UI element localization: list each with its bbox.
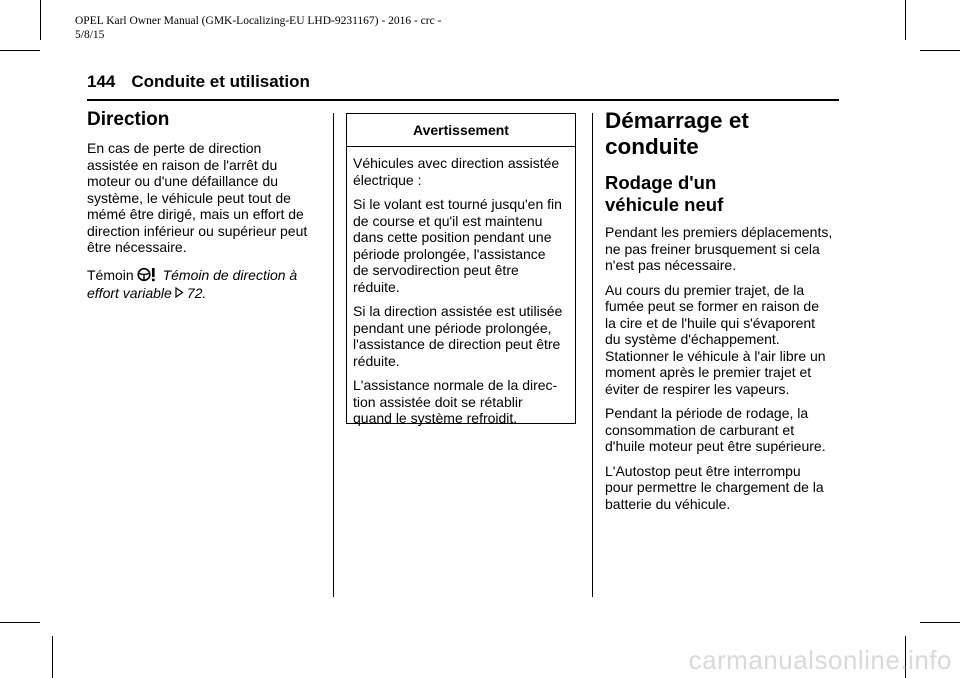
text-line: Si le volant est tourné jusqu'en fin xyxy=(353,196,562,212)
text-line: de course et qu'il est maintenu xyxy=(353,212,543,229)
text-line: En cas de perte de direction xyxy=(87,140,262,156)
meta-line-2: 5/8/15 xyxy=(75,29,105,41)
left-column xyxy=(87,108,325,310)
reference-link-text[interactable]: Témoin de direction à xyxy=(162,266,298,283)
text-line: tion assistée doit se rétablir xyxy=(353,393,523,410)
text-line: dans cette position pendant une xyxy=(353,229,552,245)
crop-mark xyxy=(920,622,960,623)
paragraph xyxy=(605,405,845,455)
crop-mark xyxy=(52,636,53,678)
paragraph xyxy=(87,140,325,256)
text-line: n'est pas nécessaire. xyxy=(605,257,737,273)
crop-mark xyxy=(920,50,960,51)
text-line: assistée en raison de l'arrêt du xyxy=(87,156,278,173)
paragraph xyxy=(353,377,570,427)
crop-mark xyxy=(905,0,906,40)
crop-mark xyxy=(0,50,40,51)
text-line: être nécessaire. xyxy=(87,239,187,255)
text-line: L'assistance normale de la direc- xyxy=(353,377,558,393)
warning-box xyxy=(346,113,576,424)
text-line: Stationner le véhicule à l'air libre un xyxy=(605,347,826,364)
paragraph xyxy=(605,463,845,513)
text-line: fumée peut se former en raison de xyxy=(605,298,820,314)
text-line: L'Autostop peut être interrompu xyxy=(605,462,801,479)
column-divider xyxy=(333,113,334,597)
paragraph xyxy=(605,282,845,398)
text-line: consommation de carburant et xyxy=(605,421,795,438)
text-line: Si la direction assistée est utilisée xyxy=(353,303,563,319)
paragraph xyxy=(605,224,845,274)
text-line: période prolongée, l'assistance xyxy=(353,245,546,262)
document-meta-header xyxy=(75,14,545,42)
heading-line: Démarrage et xyxy=(605,108,749,133)
watermark[interactable]: carmanualsonline.info xyxy=(688,645,952,675)
right-column xyxy=(605,108,845,520)
heading-line: Rodage d'un xyxy=(605,172,717,193)
heading-line: conduite xyxy=(605,134,699,159)
page-number: 144 xyxy=(87,72,116,91)
chapter-heading xyxy=(605,108,845,160)
reference-page[interactable]: 72. xyxy=(186,285,207,301)
reference-link-text[interactable]: effort variable xyxy=(87,285,172,301)
text-line: la cire et de l'huile qui s'évaporent xyxy=(605,314,816,331)
text-line: moteur ou d'une défaillance du xyxy=(87,173,279,189)
paragraph xyxy=(353,196,570,295)
text-line: ne pas freiner brusquement si cela xyxy=(605,240,820,257)
page-header xyxy=(87,72,310,92)
heading-line: véhicule neuf xyxy=(605,194,724,215)
paragraph xyxy=(353,155,570,188)
section-title: Conduite et utilisation xyxy=(131,72,310,91)
warning-body xyxy=(347,147,575,427)
text-line: mémé être dirigé, mais un effort de xyxy=(87,206,304,222)
text-line: réduite. xyxy=(353,278,400,295)
text-line: de servodirection peut être xyxy=(353,262,519,278)
text-line: pour permettre le chargement de la xyxy=(605,479,824,495)
header-rule xyxy=(87,99,839,101)
text-line: Au cours du premier trajet, de la xyxy=(605,281,805,298)
temoin-paragraph xyxy=(87,267,325,302)
text-line: batterie du véhicule. xyxy=(605,495,731,512)
text-line: pendant une période prolongée, xyxy=(353,319,552,336)
text-line: Véhicules avec direction assistée xyxy=(353,155,560,171)
meta-line-1: OPEL Karl Owner Manual (GMK-Localizing-EU LHD-9231167) - 2016 - crc - xyxy=(75,15,442,27)
text-line: l'assistance de direction peut être xyxy=(353,336,561,352)
temoin-label: Témoin xyxy=(87,266,134,283)
warning-title: Avertissement xyxy=(347,114,575,147)
text-line: électrique : xyxy=(353,171,422,188)
page-reference-arrow-icon xyxy=(175,285,184,302)
text-line: Pendant les premiers déplacements, xyxy=(605,224,833,240)
subsection-heading xyxy=(605,172,845,216)
steering-wheel-exclamation-icon xyxy=(137,267,157,286)
text-line: Pendant la période de rodage, la xyxy=(605,405,809,421)
text-line: d'huile moteur peut être supérieure. xyxy=(605,438,826,454)
text-line: du système d'échappement. xyxy=(605,331,780,347)
crop-mark xyxy=(0,622,40,623)
text-line: direction inférieur ou supérieur peut xyxy=(87,222,308,239)
text-line: moment après le premier trajet et xyxy=(605,364,812,380)
column-divider xyxy=(592,113,593,597)
text-line: réduite. xyxy=(353,352,400,369)
crop-mark xyxy=(40,0,41,40)
text-line: système, le véhicule peut tout de xyxy=(87,189,291,206)
section-heading-direction: Direction xyxy=(87,109,170,130)
text-line: quand le système refroidit. xyxy=(353,410,518,426)
paragraph xyxy=(353,303,570,369)
text-line: éviter de respirer les vapeurs. xyxy=(605,380,790,397)
